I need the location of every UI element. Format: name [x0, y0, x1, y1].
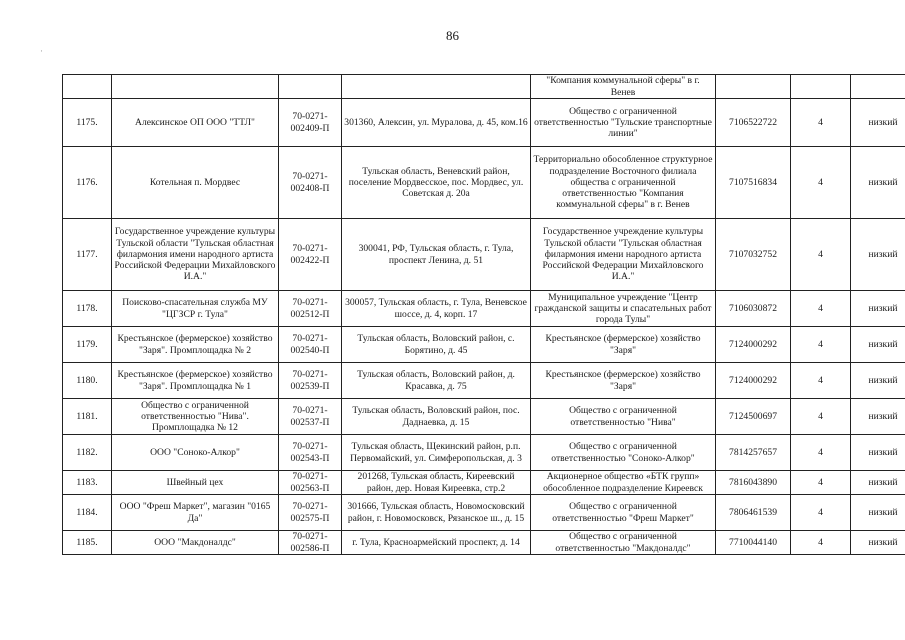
table-row: [63, 495, 905, 531]
cell-operator: "Компания коммунальной сферы" в г. Венев: [531, 75, 716, 99]
cell-address: Тульская область, Воловский район, д. Красавка, д. 75: [342, 363, 531, 399]
cell-address: 201268, Тульская область, Киреевский район, дер. Новая Киреевка, стр.2: [342, 471, 531, 495]
cell-name: Алексинское ОП ООО "ТТЛ": [112, 99, 279, 147]
cell-risk: низкий: [851, 219, 905, 291]
cell-operator: Акционерное общество «БТК групп» обособленное подразделение Киреевск: [531, 471, 716, 495]
cell-address: Тульская область, Веневский район, поселение Мордвесское, пос. Мордвес, ул. Советская д. 20а: [342, 147, 531, 219]
cell-category: 4: [791, 435, 851, 471]
cell-code: 70-0271-002409-П: [279, 99, 342, 147]
table-row: [63, 291, 905, 327]
scan-speck: ·: [40, 46, 43, 56]
cell-code: 70-0271-002537-П: [279, 399, 342, 435]
cell-operator: Общество с ограниченной ответственностью "Макдоналдс": [531, 531, 716, 555]
cell-num: 1178.: [63, 291, 112, 327]
cell-num: 1182.: [63, 435, 112, 471]
cell-category: 4: [791, 531, 851, 555]
cell-operator: Территориально обособленное структурное подразделение Восточного филиала общества с ограниченной ответственностью "Компания коммунальной сферы" в г. Венев: [531, 147, 716, 219]
cell-inn: 7814257657: [716, 435, 791, 471]
cell-inn: 7816043890: [716, 471, 791, 495]
cell-address: Тульская область, Воловский район, пос. Даднаевка, д. 15: [342, 399, 531, 435]
cell-code: 70-0271-002512-П: [279, 291, 342, 327]
cell-risk: низкий: [851, 531, 905, 555]
cell-num: 1183.: [63, 471, 112, 495]
cell-code: 70-0271-002586-П: [279, 531, 342, 555]
cell-risk: низкий: [851, 435, 905, 471]
cell-address: 300057, Тульская область, г. Тула, Веневское шоссе, д. 4, корп. 17: [342, 291, 531, 327]
cell-category: 4: [791, 147, 851, 219]
cell-num: 1179.: [63, 327, 112, 363]
cell-name: Котельная п. Мордвес: [112, 147, 279, 219]
table-row: [63, 99, 905, 147]
cell-risk: низкий: [851, 147, 905, 219]
cell-num: 1181.: [63, 399, 112, 435]
cell-risk: низкий: [851, 363, 905, 399]
cell-code: 70-0271-002408-П: [279, 147, 342, 219]
page-number: 86: [446, 28, 459, 43]
cell-operator: Крестьянское (фермерское) хозяйство "Заря": [531, 363, 716, 399]
registry-table: [62, 74, 905, 555]
cell-inn: 7806461539: [716, 495, 791, 531]
cell-num: 1180.: [63, 363, 112, 399]
cell-name: Государственное учреждение культуры Тульской области "Тульская областная филармония имени народного артиста Российской Федерации Михайловского И.А.": [112, 219, 279, 291]
cell-operator: Общество с ограниченной ответственностью "Тульские транспортные линии": [531, 99, 716, 147]
cell-num: [63, 75, 112, 99]
cell-risk: низкий: [851, 327, 905, 363]
cell-code: [279, 75, 342, 99]
table-row: [63, 435, 905, 471]
cell-inn: 7124000292: [716, 327, 791, 363]
cell-address: Тульская область, Щекинский район, р.п. Первомайский, ул. Симферопольская, д. 3: [342, 435, 531, 471]
table-row: [63, 327, 905, 363]
cell-name: ООО "Сонoко-Алкор": [112, 435, 279, 471]
cell-operator: Крестьянское (фермерское) хозяйство "Заря": [531, 327, 716, 363]
cell-operator: Общество с ограниченной ответственностью "Фреш Маркет": [531, 495, 716, 531]
cell-name: ООО "Фреш Маркет", магазин "0165 Да": [112, 495, 279, 531]
cell-inn: 7106522722: [716, 99, 791, 147]
cell-num: 1175.: [63, 99, 112, 147]
cell-inn: 7124000292: [716, 363, 791, 399]
table-row: [63, 471, 905, 495]
cell-category: [791, 75, 851, 99]
cell-name: [112, 75, 279, 99]
cell-code: 70-0271-002563-П: [279, 471, 342, 495]
cell-category: 4: [791, 99, 851, 147]
cell-name: Швейный цех: [112, 471, 279, 495]
table-row: [63, 219, 905, 291]
cell-category: 4: [791, 327, 851, 363]
cell-num: 1185.: [63, 531, 112, 555]
cell-inn: 7107516834: [716, 147, 791, 219]
cell-category: 4: [791, 363, 851, 399]
cell-category: 4: [791, 471, 851, 495]
registry-table-body: [63, 75, 905, 555]
cell-risk: низкий: [851, 495, 905, 531]
cell-category: 4: [791, 219, 851, 291]
cell-address: г. Тула, Красноармейский проспект, д. 14: [342, 531, 531, 555]
cell-category: 4: [791, 291, 851, 327]
cell-address: 301360, Алексин, ул. Муралова, д. 45, ком.16: [342, 99, 531, 147]
cell-code: 70-0271-002543-П: [279, 435, 342, 471]
cell-category: 4: [791, 495, 851, 531]
cell-address: 300041, РФ, Тульская область, г. Тула, проспект Ленина, д. 51: [342, 219, 531, 291]
cell-num: 1177.: [63, 219, 112, 291]
cell-operator: Общество с ограниченной ответственностью "Сонoко-Алкор": [531, 435, 716, 471]
cell-name: Общество с ограниченной ответственностью "Нива". Промплощадка № 12: [112, 399, 279, 435]
cell-code: 70-0271-002539-П: [279, 363, 342, 399]
cell-address: Тульская область, Воловский район, с. Борятино, д. 45: [342, 327, 531, 363]
cell-inn: 7107032752: [716, 219, 791, 291]
cell-code: 70-0271-002575-П: [279, 495, 342, 531]
cell-inn: 7710044140: [716, 531, 791, 555]
cell-category: 4: [791, 399, 851, 435]
cell-name: Поисково-спасательная служба МУ "ЦГЗСР г. Тула": [112, 291, 279, 327]
cell-num: 1176.: [63, 147, 112, 219]
cell-name: Крестьянское (фермерское) хозяйство "Заря". Промплощадка № 1: [112, 363, 279, 399]
cell-operator: Государственное учреждение культуры Тульской области "Тульская областная филармония имени народного артиста Российской Федерации Михайловского И.А.": [531, 219, 716, 291]
cell-code: 70-0271-002540-П: [279, 327, 342, 363]
cell-address: [342, 75, 531, 99]
cell-inn: 7106030872: [716, 291, 791, 327]
table-row: [63, 363, 905, 399]
cell-code: 70-0271-002422-П: [279, 219, 342, 291]
table-row: [63, 399, 905, 435]
cell-operator: Общество с ограниченной ответственностью "Нива": [531, 399, 716, 435]
cell-inn: [716, 75, 791, 99]
table-row: [63, 531, 905, 555]
table-row: [63, 147, 905, 219]
cell-operator: Муниципальное учреждение "Центр гражданской защиты и спасательных работ города Тулы": [531, 291, 716, 327]
cell-inn: 7124500697: [716, 399, 791, 435]
cell-risk: низкий: [851, 471, 905, 495]
table-row-continuation: [63, 75, 905, 99]
cell-risk: низкий: [851, 291, 905, 327]
cell-name: ООО "Макдоналдс": [112, 531, 279, 555]
cell-address: 301666, Тульская область, Новомосковский район, г. Новомосковск, Рязанское ш., д. 15: [342, 495, 531, 531]
cell-risk: [851, 75, 905, 99]
cell-risk: низкий: [851, 99, 905, 147]
cell-name: Крестьянское (фермерское) хозяйство "Заря". Промплощадка № 2: [112, 327, 279, 363]
cell-num: 1184.: [63, 495, 112, 531]
cell-risk: низкий: [851, 399, 905, 435]
